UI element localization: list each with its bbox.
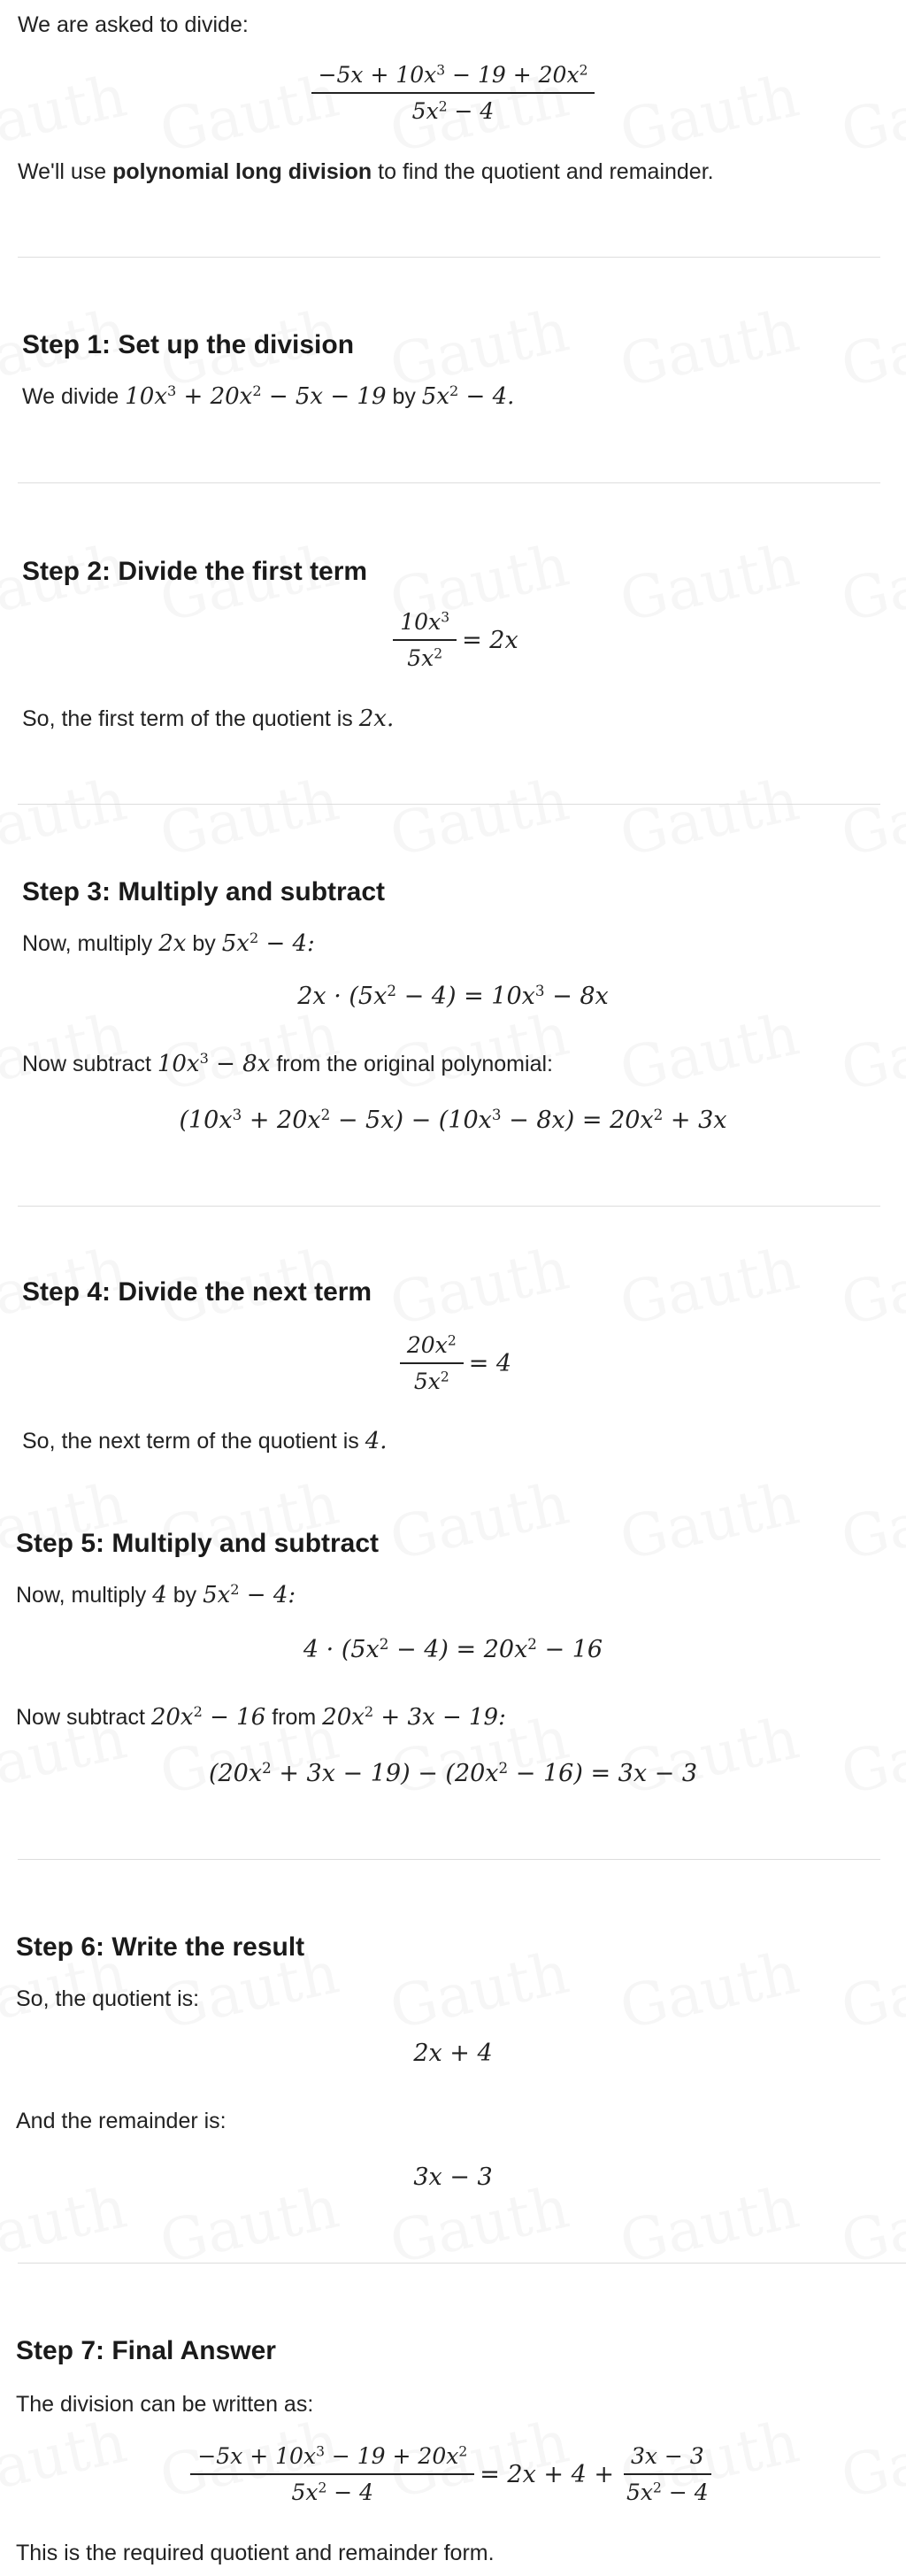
watermark-logo [835,766,906,870]
intro-text: We are asked to divide: [18,12,249,37]
watermark-logo [614,1939,804,2043]
step-2-equation [0,609,906,671]
step-7-title: Step 7: Final Answer [16,2336,276,2365]
final-answer-equation [0,2443,906,2505]
step-4-fraction-numerator: $20x^2$ [400,1332,464,1364]
step-4-fraction-denominator: $5x^2$ [413,1369,449,1394]
step-3-equation-1: $2x \cdot (5x^2 - 4) = 10x^3 - 8x$ [297,981,609,1010]
divider [18,1206,880,1207]
watermark-logo [835,1235,906,1339]
step-2-fraction-denominator: $5x^2$ [407,645,443,671]
final-lhs-denominator: $5x^2 - 4$ [291,2480,374,2505]
step-3-title: Step 3: Multiply and subtract [22,877,386,906]
step-6-quotient: 2x + 4 [413,2040,493,2067]
watermark-logo [0,766,132,870]
watermark-logo [835,1704,906,1809]
step-2-fraction-result: = 2x [462,626,518,654]
step-6-quotient-label: So, the quotient is: [16,1986,200,2011]
step-4-fraction-result: = 4 [468,1349,512,1377]
watermark-logo [614,297,804,401]
step-2-fraction-numerator: $10x^3$ [393,609,457,641]
step-2-text: So, the first term of the quotient is 2x. [22,706,395,732]
step-3-text-multiply: Now, multiply 2x by $5x^2 - 4$: [22,929,315,957]
watermark-logo [835,1939,906,2043]
watermark-logo [835,1469,906,1574]
intro-fraction-numerator: $-5x + 10x^3 - 19 + 20x^2$ [311,62,595,94]
final-quotient-part: = 2x + 4 + [480,2460,615,2488]
watermark-logo [154,766,344,870]
watermark-logo [384,1469,574,1574]
method-name: polynomial long division [112,159,372,184]
step-5-equation-1: $4 \cdot (5x^2 - 4) = 20x^2 - 16$ [303,1634,603,1663]
step-5-text-subtract: Now subtract $20x^2 - 16$ from $20x^2 + 3x - 19$: [16,1703,506,1731]
step-5-text-multiply: Now, multiply 4 by $5x^2 - 4$: [16,1581,296,1608]
step-2-title: Step 2: Divide the first term [22,557,368,586]
watermark-logo [614,1469,804,1574]
step-3-equation-2: $(10x^3 + 20x^2 - 5x) - (10x^3 - 8x) = 20x^2 + 3x$ [179,1105,727,1134]
step-4-equation [0,1332,906,1394]
watermark-logo [384,1939,574,2043]
divider [18,482,880,483]
step-1-text: We divide $10x^3 + 20x^2 - 5x - 19$ by $5x^2 - 4$. [22,382,515,410]
final-rhs-denominator: $5x^2 - 4$ [626,2480,709,2505]
step-5-equation-2: $(20x^2 + 3x - 19) - (20x^2 - 16) = 3x - 3$ [208,1758,698,1787]
intro-method-text: We'll use polynomial long division to find the quotient and remainder. [18,159,714,184]
final-lhs-numerator: $-5x + 10x^3 - 19 + 20x^2$ [190,2443,474,2475]
intro-equation [0,62,906,124]
divider [18,1859,880,1860]
watermark-logo [384,766,574,870]
step-6-remainder-label: And the remainder is: [16,2109,226,2133]
intro-fraction-denominator: $5x^2 - 4$ [411,98,495,124]
divider [18,2263,906,2264]
step-6-title: Step 6: Write the result [16,1932,305,1962]
divider [18,804,880,805]
watermark-logo [835,1000,906,1105]
step-6-remainder: 3x − 3 [413,2163,493,2191]
divider [18,257,880,258]
step-1-title: Step 1: Set up the division [22,330,355,359]
final-rhs-numerator: 3x − 3 [624,2443,711,2475]
step-7-text: The division can be written as: [16,2392,314,2417]
watermark-logo [614,1000,804,1105]
watermark-logo [614,1704,804,1809]
step-4-title: Step 4: Divide the next term [22,1277,372,1307]
step-3-text-subtract: Now subtract $10x^3 - 8x$ from the original polynomial: [22,1050,553,1077]
watermark-logo [384,1235,574,1339]
watermark-logo [835,297,906,401]
step-4-text: So, the next term of the quotient is 4. [22,1428,388,1454]
step-5-title: Step 5: Multiply and subtract [16,1529,380,1558]
closing-text: This is the required quotient and remainder form. [16,2541,495,2565]
watermark-logo [614,766,804,870]
watermark-logo [614,1235,804,1339]
